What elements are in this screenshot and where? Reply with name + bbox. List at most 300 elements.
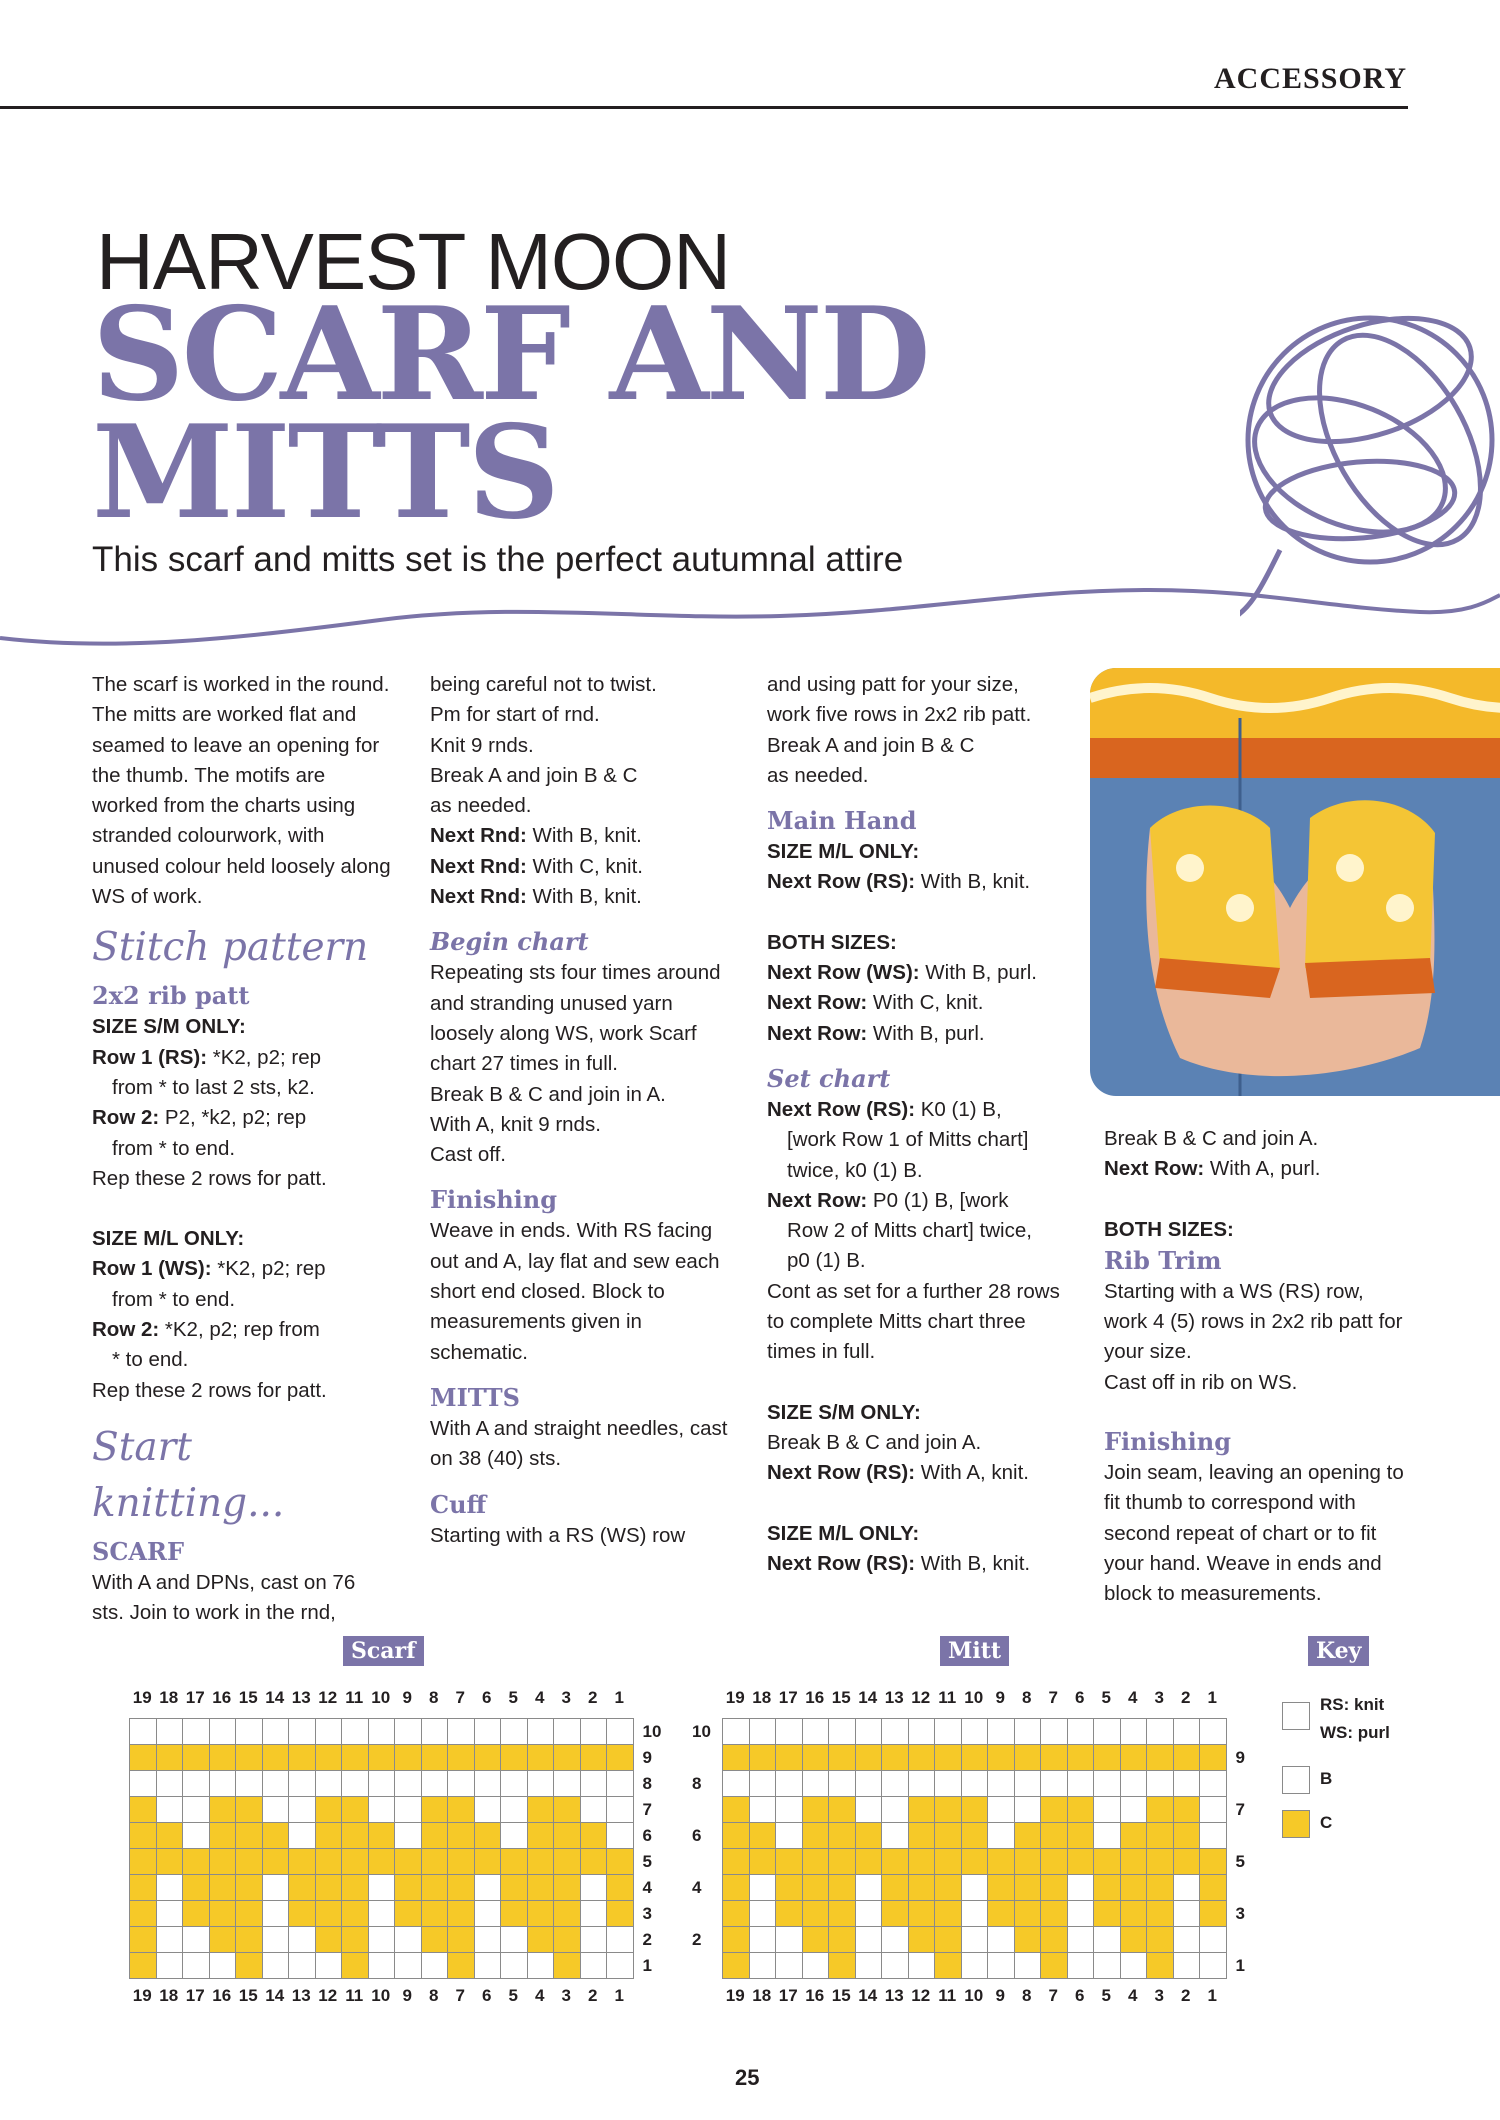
stitch-b [1094, 1771, 1121, 1797]
stitch-c [421, 1875, 448, 1901]
scarf-col-number: 13 [291, 1986, 311, 2005]
column-3 [767, 670, 1067, 1579]
stitch-b [501, 1797, 528, 1823]
stitch-b [156, 1797, 183, 1823]
stitch-c [501, 1901, 528, 1927]
stitch-c [130, 1797, 157, 1823]
stitch-b [908, 1953, 935, 1979]
stitch-c [1200, 1849, 1227, 1875]
stitch-b [183, 1953, 210, 1979]
scarf-row-number: 3 [642, 1904, 652, 1923]
stitch-c [607, 1901, 634, 1927]
stitch-c [209, 1849, 236, 1875]
stitch-c [829, 1875, 856, 1901]
stitch-c [988, 1849, 1015, 1875]
stitch-b [935, 1771, 962, 1797]
mitt-col-number: 18 [752, 1688, 772, 1707]
stitch-c [474, 1849, 501, 1875]
scarf-row-number: 10 [642, 1722, 662, 1741]
stitch-c [723, 1823, 750, 1849]
stitch-c [1120, 1927, 1147, 1953]
stitch-c [554, 1875, 581, 1901]
stitch-b [395, 1797, 422, 1823]
stitch-c [607, 1849, 634, 1875]
both-row-3: Next Row: With B, purl. [767, 1021, 985, 1045]
set-row-2-cont: Row 2 of Mitts chart] twice, [787, 1219, 1032, 1243]
stitch-c [908, 1875, 935, 1901]
mitt-row-number: 3 [1235, 1904, 1245, 1923]
stitch-b [289, 1771, 316, 1797]
col2-line: as needed. [430, 794, 532, 818]
stitch-c [1014, 1875, 1041, 1901]
stitch-b [882, 1927, 909, 1953]
stitch-c [1094, 1901, 1121, 1927]
stitch-b [1067, 1875, 1094, 1901]
sm-repeat: Rep these 2 rows for patt. [92, 1166, 327, 1190]
scarf-chart-label: Scarf [343, 1636, 424, 1666]
stitch-c [749, 1745, 776, 1771]
mitt-row-number-left: 4 [692, 1878, 702, 1897]
stitch-b [527, 1771, 554, 1797]
stitch-c [289, 1745, 316, 1771]
stitch-c [829, 1797, 856, 1823]
stitch-c [130, 1745, 157, 1771]
stitch-c [1041, 1745, 1068, 1771]
stitch-c [156, 1823, 183, 1849]
stitch-b [882, 1719, 909, 1745]
stitch-b [855, 1927, 882, 1953]
scarf-chart-row [130, 1927, 634, 1953]
stitch-c [342, 1927, 369, 1953]
stitch-c [421, 1823, 448, 1849]
stitch-b [1173, 1719, 1200, 1745]
scarf-col-number: 14 [265, 1688, 285, 1707]
stitch-c [236, 1901, 263, 1927]
stitch-b [908, 1771, 935, 1797]
stitch-c [723, 1745, 750, 1771]
mitt-col-number: 17 [778, 1688, 798, 1707]
col4-line: Break B & C and join A. [1104, 1127, 1319, 1150]
mitt-col-number: 16 [805, 1986, 825, 2005]
scarf-col-number: 4 [535, 1986, 545, 2005]
stitch-c [935, 1927, 962, 1953]
key-ws-purl-label: WS: purl [1320, 1723, 1390, 1742]
ml-repeat: Rep these 2 rows for patt. [92, 1378, 327, 1402]
title-line-1: SCARF AND [92, 280, 928, 430]
stitch-c [342, 1745, 369, 1771]
stitch-c [130, 1849, 157, 1875]
stitch-c [802, 1875, 829, 1901]
mitt-col-number: 18 [752, 1986, 772, 2005]
stitch-c [882, 1849, 909, 1875]
stitch-c [315, 1823, 342, 1849]
mitt-col-number: 9 [995, 1986, 1005, 2005]
stitch-c [527, 1849, 554, 1875]
stitch-b [501, 1927, 528, 1953]
mitt-row-number-left: 2 [692, 1930, 702, 1949]
scarf-grid [129, 1718, 634, 1979]
mitt-chart-row [723, 1927, 1227, 1953]
mitt-row-number-left: 6 [692, 1826, 702, 1845]
stitch-b [1173, 1927, 1200, 1953]
stitch-b [262, 1771, 289, 1797]
sm-row-2-cont: from * to end. [112, 1136, 236, 1160]
continue-text: Cont as set for a further 28 rows to complete Mitts chart three times in full. [767, 1279, 1060, 1364]
stitch-c [342, 1953, 369, 1979]
stitch-c [855, 1849, 882, 1875]
mitt-row-number: 5 [1235, 1852, 1245, 1871]
mitt-col-number: 11 [938, 1688, 957, 1707]
stitch-c [1041, 1953, 1068, 1979]
stitch-c [776, 1745, 803, 1771]
stitch-b [395, 1719, 422, 1745]
stitch-c [723, 1901, 750, 1927]
mitt-col-number: 11 [938, 1986, 957, 2005]
stitch-b [776, 1719, 803, 1745]
scarf-col-number: 9 [402, 1688, 412, 1707]
stitch-c [829, 1953, 856, 1979]
stitch-b [749, 1771, 776, 1797]
mitt-chart-row [723, 1745, 1227, 1771]
stitch-c [935, 1875, 962, 1901]
finishing-heading-2: Finishing [1104, 1427, 1232, 1457]
stitch-c [1147, 1875, 1174, 1901]
stitch-c [855, 1745, 882, 1771]
yarn-ball-icon [1240, 290, 1500, 640]
stitch-c [829, 1745, 856, 1771]
stitch-b [1067, 1719, 1094, 1745]
stitch-c [342, 1875, 369, 1901]
stitch-c [1120, 1823, 1147, 1849]
stitch-b [855, 1719, 882, 1745]
stitch-b [882, 1953, 909, 1979]
stitch-c [961, 1823, 988, 1849]
col2-line: Break A and join B & C [430, 763, 638, 787]
stitch-c [1041, 1823, 1068, 1849]
key-c-label: C [1320, 1813, 1333, 1832]
stitch-b [474, 1875, 501, 1901]
stitch-b [1094, 1823, 1121, 1849]
scarf-col-number: 10 [371, 1688, 391, 1707]
set-chart-heading: Set chart [767, 1063, 891, 1093]
scarf-chart-row [130, 1823, 634, 1849]
mitt-chart-row [723, 1771, 1227, 1797]
stitch-b [580, 1719, 607, 1745]
stitch-b [580, 1901, 607, 1927]
stitch-c [749, 1849, 776, 1875]
mitt-col-number: 8 [1022, 1986, 1032, 2005]
stitch-c [209, 1745, 236, 1771]
stitch-c [448, 1797, 475, 1823]
key-rs-knit-label: RS: knit [1320, 1695, 1385, 1714]
stitch-b [156, 1901, 183, 1927]
stitch-c [448, 1823, 475, 1849]
stitch-c [1200, 1745, 1227, 1771]
stitch-c [262, 1823, 289, 1849]
stitch-c [1094, 1849, 1121, 1875]
mitt-col-number: 7 [1048, 1688, 1058, 1707]
stitch-b [607, 1771, 634, 1797]
stitch-c [908, 1823, 935, 1849]
stitch-b [802, 1953, 829, 1979]
stitch-c [156, 1745, 183, 1771]
mitt-col-number: 10 [964, 1688, 984, 1707]
stitch-b [130, 1719, 157, 1745]
scarf-chart-row [130, 1875, 634, 1901]
stitch-c [882, 1875, 909, 1901]
stitch-c [130, 1901, 157, 1927]
mitt-col-number: 3 [1154, 1688, 1164, 1707]
stitch-b [262, 1953, 289, 1979]
stitch-b [935, 1719, 962, 1745]
rib-trim-heading: Rib Trim [1104, 1245, 1222, 1275]
stitch-c [1120, 1901, 1147, 1927]
stitch-c [776, 1901, 803, 1927]
stitch-b [855, 1953, 882, 1979]
both-sizes-label: BOTH SIZES: [1104, 1217, 1234, 1241]
stitch-b [776, 1771, 803, 1797]
scarf-col-number: 6 [482, 1688, 492, 1707]
scarf-col-number: 7 [455, 1986, 465, 2005]
stitch-c [527, 1901, 554, 1927]
mitt-col-number: 4 [1128, 1986, 1138, 2005]
scarf-col-number: 16 [212, 1688, 232, 1707]
stitch-b [289, 1927, 316, 1953]
stitch-c [723, 1927, 750, 1953]
mitt-chart-row [723, 1797, 1227, 1823]
stitch-c [908, 1745, 935, 1771]
stitch-c [448, 1927, 475, 1953]
key-label: Key [1308, 1636, 1369, 1666]
size-ml-label: SIZE M/L ONLY: [767, 1521, 920, 1545]
stitch-c [1147, 1823, 1174, 1849]
stitch-b [988, 1797, 1015, 1823]
stitch-b [236, 1719, 263, 1745]
next-rnd-2: Next Rnd: With C, knit. [430, 854, 643, 878]
scarf-heading: SCARF [92, 1536, 185, 1566]
ml-row-1-cont: from * to end. [112, 1287, 236, 1311]
col3-line: Break A and join B & C [767, 733, 975, 757]
stitch-c [130, 1927, 157, 1953]
stitch-b [1067, 1927, 1094, 1953]
stitch-b [1173, 1875, 1200, 1901]
stitch-c [1120, 1745, 1147, 1771]
mitt-row-number-left: 10 [692, 1722, 711, 1741]
stitch-c [1147, 1901, 1174, 1927]
stitch-c [209, 1797, 236, 1823]
stitch-c [395, 1901, 422, 1927]
stitch-c [935, 1823, 962, 1849]
stitch-b [368, 1875, 395, 1901]
stitch-b [988, 1823, 1015, 1849]
stitch-c [1173, 1823, 1200, 1849]
scarf-chart-row [130, 1797, 634, 1823]
stitch-b [156, 1719, 183, 1745]
stitch-b [474, 1719, 501, 1745]
mitt-col-number: 15 [831, 1688, 851, 1707]
mitt-col-number: 12 [911, 1688, 931, 1707]
stitch-b [1200, 1771, 1227, 1797]
both-row-2: Next Row: With C, knit. [767, 991, 984, 1015]
stitch-c [554, 1797, 581, 1823]
stitch-b [262, 1901, 289, 1927]
scarf-col-number: 17 [185, 1688, 205, 1707]
stitch-b [1094, 1927, 1121, 1953]
stitch-c [829, 1849, 856, 1875]
scarf-col-number: 11 [345, 1986, 364, 2005]
subtitle: This scarf and mitts set is the perfect autumnal attire [92, 540, 904, 579]
stitch-b [1173, 1953, 1200, 1979]
stitch-c [988, 1745, 1015, 1771]
mitts-text: With A and straight needles, cast on 38 (40) sts. [430, 1416, 728, 1471]
stitch-b [961, 1927, 988, 1953]
stitch-b [315, 1719, 342, 1745]
col2-line: Pm for start of rnd. [430, 703, 600, 727]
scarf-col-number: 19 [132, 1986, 152, 2005]
col3-line: as needed. [767, 763, 869, 787]
mitt-row-number: 1 [1235, 1956, 1245, 1975]
stitch-b [855, 1901, 882, 1927]
stitch-c [342, 1901, 369, 1927]
stitch-c [607, 1875, 634, 1901]
stitch-c [908, 1901, 935, 1927]
stitch-b [156, 1927, 183, 1953]
finishing-text: Weave in ends. With RS facing out and A, lay flat and sew each short end closed. Block to measurements given in schematic. [430, 1219, 720, 1364]
stitch-c [527, 1927, 554, 1953]
stitch-c [183, 1901, 210, 1927]
scarf-chart-row [130, 1719, 634, 1745]
stitch-b [183, 1719, 210, 1745]
stitch-c [935, 1953, 962, 1979]
scarf-col-number: 2 [588, 1986, 598, 2005]
mitt-row-number: 7 [1235, 1800, 1245, 1819]
stitch-c [183, 1849, 210, 1875]
stitch-c [395, 1745, 422, 1771]
start-knitting-heading: Start knitting... [92, 1424, 285, 1526]
stitch-c [1120, 1875, 1147, 1901]
stitch-c [501, 1745, 528, 1771]
stitch-c [209, 1875, 236, 1901]
mitt-chart-label: Mitt [940, 1636, 1009, 1666]
stitch-b [342, 1771, 369, 1797]
stitch-c [829, 1823, 856, 1849]
stitch-b [1120, 1771, 1147, 1797]
scarf-row-number: 9 [642, 1748, 652, 1767]
col2-line: Knit 9 rnds. [430, 733, 534, 757]
column-1 [92, 670, 392, 1629]
stitch-c [1041, 1875, 1068, 1901]
stitch-b [554, 1719, 581, 1745]
stitch-c [1041, 1927, 1068, 1953]
stitch-c [776, 1849, 803, 1875]
scarf-col-number: 8 [429, 1688, 439, 1707]
stitch-c [1067, 1849, 1094, 1875]
stitch-b [1014, 1953, 1041, 1979]
ml-next-row-2: Next Row (RS): With B, knit. [767, 1551, 1031, 1575]
stitch-b [501, 1823, 528, 1849]
stitch-c [289, 1875, 316, 1901]
stitch-b [474, 1953, 501, 1979]
stitch-c [776, 1875, 803, 1901]
stitch-c [554, 1745, 581, 1771]
stitch-b [1147, 1719, 1174, 1745]
stitch-b [421, 1771, 448, 1797]
stitch-c [236, 1927, 263, 1953]
stitch-b [882, 1771, 909, 1797]
stitch-c [961, 1745, 988, 1771]
stitch-c [802, 1849, 829, 1875]
stitch-b [554, 1771, 581, 1797]
stitch-b [855, 1875, 882, 1901]
stitch-c [554, 1823, 581, 1849]
key-swatch-b [1282, 1766, 1310, 1794]
stitch-b [130, 1771, 157, 1797]
scarf-col-number: 1 [614, 1688, 624, 1707]
scarf-col-number: 3 [561, 1986, 571, 2005]
scarf-chart-row [130, 1953, 634, 1979]
mitt-chart-row [723, 1849, 1227, 1875]
stitch-c [723, 1875, 750, 1901]
stitch-b [474, 1901, 501, 1927]
stitch-b [580, 1797, 607, 1823]
stitch-c [1041, 1901, 1068, 1927]
column-4 [1104, 1124, 1404, 1610]
stitch-c [1067, 1823, 1094, 1849]
stitch-c [1200, 1875, 1227, 1901]
mitt-chart-row [723, 1953, 1227, 1979]
stitch-c [421, 1745, 448, 1771]
stitch-c [501, 1875, 528, 1901]
stitch-c [554, 1953, 581, 1979]
stitch-c [988, 1875, 1015, 1901]
stitch-b [988, 1719, 1015, 1745]
scarf-col-number: 13 [291, 1688, 311, 1707]
stitch-c [1120, 1849, 1147, 1875]
stitch-c [882, 1745, 909, 1771]
stitch-b [1067, 1771, 1094, 1797]
key-swatch-rs-knit [1282, 1702, 1310, 1730]
page-number: 25 [735, 2065, 760, 2090]
sm-next-row: Next Row (RS): With A, knit. [767, 1461, 1029, 1485]
stitch-c [723, 1849, 750, 1875]
scarf-col-number: 12 [318, 1688, 338, 1707]
scarf-col-number: 19 [132, 1688, 152, 1707]
stitch-c [342, 1823, 369, 1849]
scarf-row-number: 2 [642, 1930, 652, 1949]
mitt-col-number: 13 [884, 1688, 904, 1707]
stitch-b [501, 1719, 528, 1745]
begin-chart-heading: Begin chart [430, 927, 589, 957]
stitch-b [580, 1953, 607, 1979]
stitch-c [802, 1745, 829, 1771]
stitch-b [527, 1953, 554, 1979]
stitch-c [580, 1849, 607, 1875]
stitch-c [1014, 1745, 1041, 1771]
stitch-c [802, 1797, 829, 1823]
stitch-c [395, 1875, 422, 1901]
stitch-b [1120, 1953, 1147, 1979]
stitch-b [1014, 1797, 1041, 1823]
scarf-col-number: 5 [508, 1688, 518, 1707]
stitch-c [183, 1745, 210, 1771]
stitch-c [156, 1849, 183, 1875]
stitch-b [342, 1719, 369, 1745]
stitch-b [1200, 1797, 1227, 1823]
stitch-c [1094, 1875, 1121, 1901]
scarf-col-number: 17 [185, 1986, 205, 2005]
stitch-c [580, 1823, 607, 1849]
title-kicker: HARVEST MOON [96, 217, 731, 306]
